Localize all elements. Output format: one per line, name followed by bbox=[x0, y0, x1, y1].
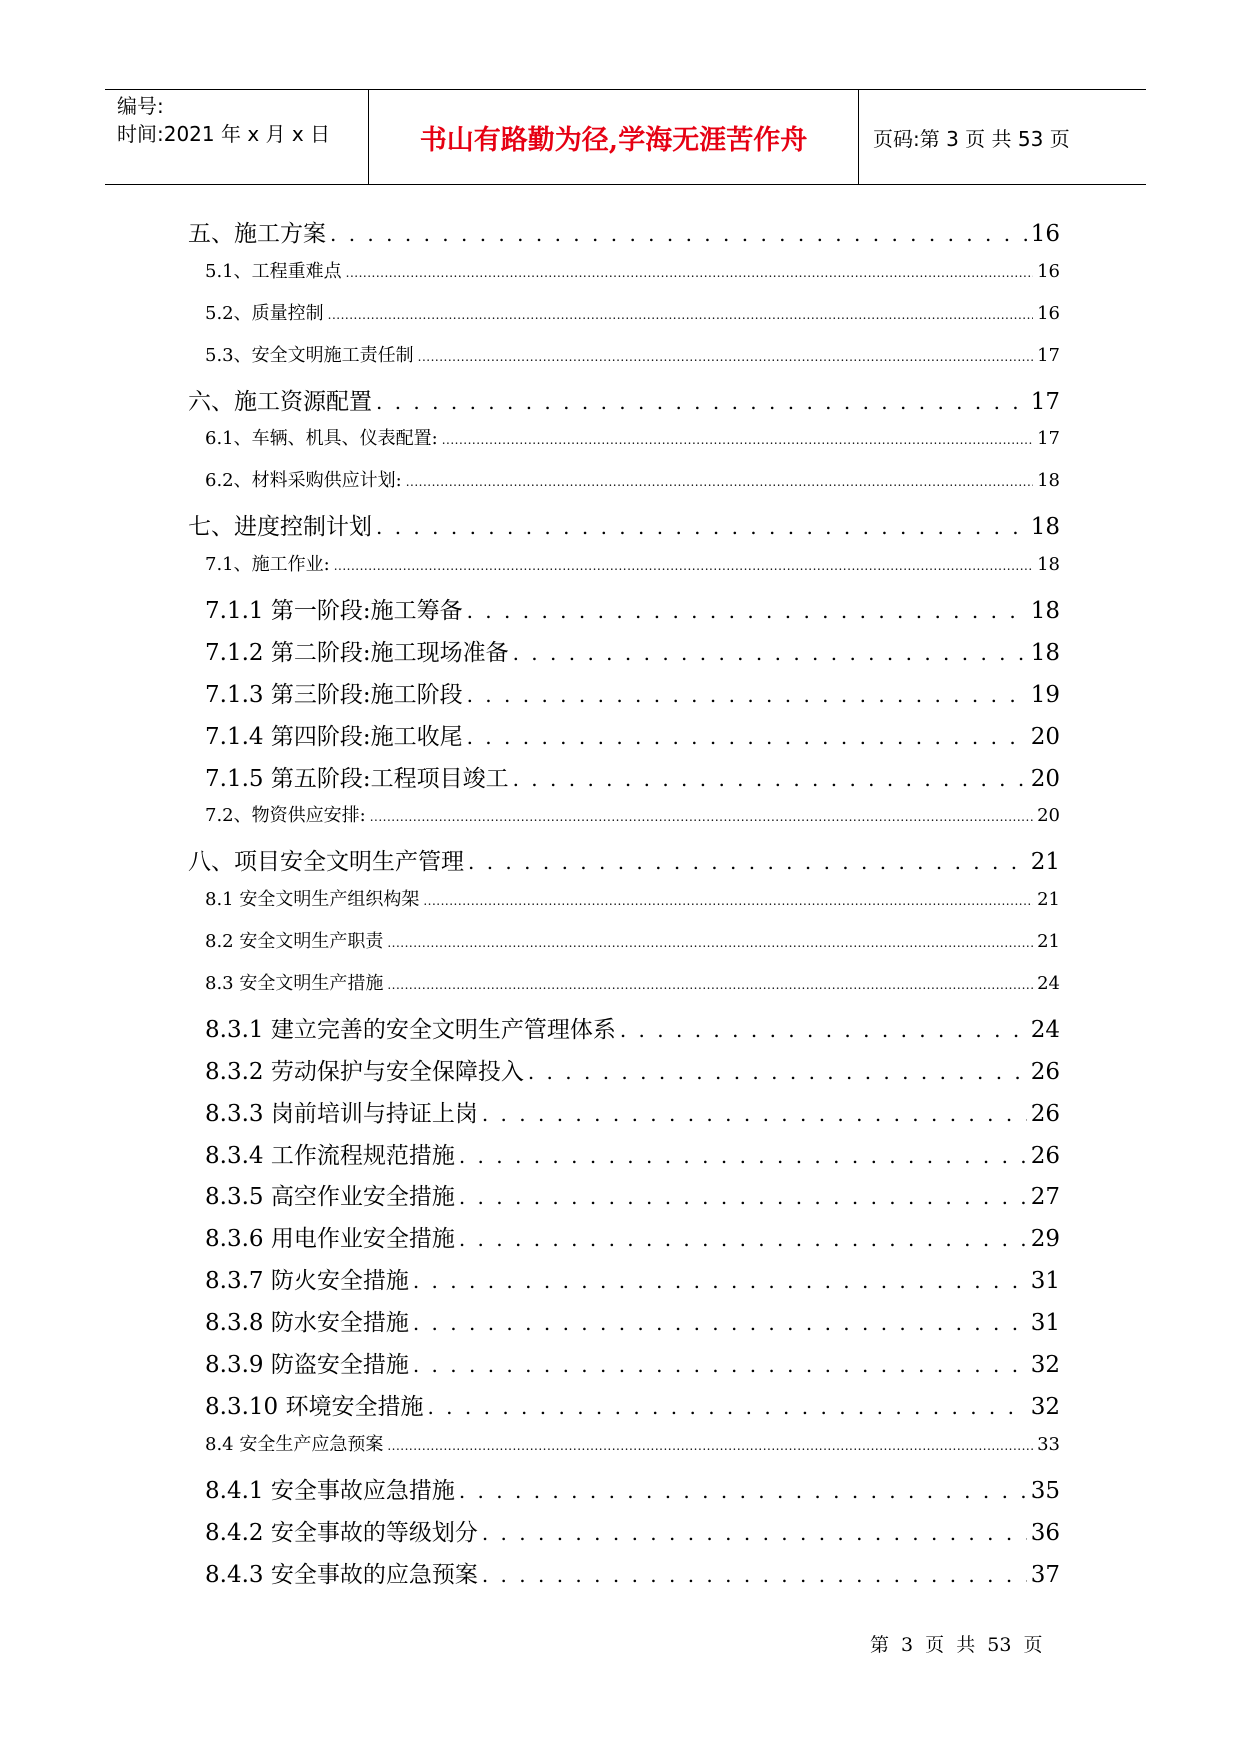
toc-leader-dots bbox=[459, 1184, 1027, 1210]
toc-leader-dots bbox=[468, 849, 1027, 875]
toc-leader-dots bbox=[528, 1059, 1027, 1085]
toc-entry-page: 18 bbox=[1037, 554, 1060, 576]
toc-leader-dots bbox=[328, 303, 1033, 324]
table-of-contents bbox=[188, 215, 1060, 1597]
toc-entry[interactable] bbox=[188, 383, 1060, 425]
toc-entry-title: 8.3.1 建立完善的安全文明生产管理体系 bbox=[205, 1016, 616, 1043]
header-motto: 书山有路勤为径,学海无涯苦作舟 bbox=[369, 90, 859, 184]
toc-entry-title: 7.1.2 第二阶段:施工现场准备 bbox=[205, 639, 509, 666]
toc-entry-title: 7.1.4 第四阶段:施工收尾 bbox=[205, 723, 463, 750]
toc-entry[interactable] bbox=[188, 1430, 1060, 1472]
toc-leader-dots bbox=[513, 640, 1027, 666]
toc-entry[interactable] bbox=[188, 927, 1060, 969]
toc-leader-dots bbox=[406, 470, 1033, 491]
toc-entry[interactable] bbox=[188, 1053, 1060, 1095]
toc-leader-dots bbox=[418, 345, 1033, 366]
toc-leader-dots bbox=[387, 931, 1033, 952]
toc-entry[interactable] bbox=[188, 592, 1060, 634]
toc-entry[interactable] bbox=[188, 466, 1060, 508]
toc-entry[interactable] bbox=[188, 341, 1060, 383]
toc-entry-page: 32 bbox=[1030, 1393, 1060, 1420]
toc-entry-title: 六、施工资源配置 bbox=[188, 388, 372, 415]
toc-leader-dots bbox=[413, 1310, 1027, 1336]
toc-entry-title: 8.1 安全文明生产组织构架 bbox=[205, 889, 420, 911]
toc-entry-page: 26 bbox=[1030, 1142, 1060, 1169]
toc-entry-title: 8.3.9 防盗安全措施 bbox=[205, 1352, 409, 1379]
toc-leader-dots bbox=[387, 1434, 1033, 1455]
toc-entry-page: 20 bbox=[1030, 765, 1060, 792]
toc-entry-title: 8.3.8 防水安全措施 bbox=[205, 1310, 409, 1337]
toc-entry[interactable] bbox=[188, 1346, 1060, 1388]
toc-entry[interactable] bbox=[188, 215, 1060, 257]
toc-leader-dots bbox=[459, 1226, 1027, 1252]
toc-entry-title: 7.1.5 第五阶段:工程项目竣工 bbox=[205, 765, 509, 792]
toc-leader-dots bbox=[482, 1520, 1027, 1546]
toc-entry-title: 5.2、质量控制 bbox=[205, 302, 324, 324]
toc-entry[interactable] bbox=[188, 1011, 1060, 1053]
page-header bbox=[105, 89, 1146, 185]
toc-entry-page: 37 bbox=[1030, 1561, 1060, 1588]
toc-entry[interactable] bbox=[188, 299, 1060, 341]
toc-entry-title: 8.3.5 高空作业安全措施 bbox=[205, 1184, 455, 1211]
toc-entry[interactable] bbox=[188, 1178, 1060, 1220]
toc-leader-dots bbox=[482, 1101, 1027, 1127]
toc-entry[interactable] bbox=[188, 1262, 1060, 1304]
toc-entry-page: 27 bbox=[1030, 1184, 1060, 1211]
toc-entry-page: 18 bbox=[1030, 598, 1060, 625]
toc-entry-title: 8.3.7 防火安全措施 bbox=[205, 1268, 409, 1295]
toc-leader-dots bbox=[413, 1352, 1027, 1378]
toc-leader-dots bbox=[376, 389, 1027, 415]
toc-leader-dots bbox=[413, 1268, 1027, 1294]
toc-entry-page: 35 bbox=[1030, 1477, 1060, 1504]
toc-entry-page: 32 bbox=[1030, 1352, 1060, 1379]
toc-entry-title: 7.1.3 第三阶段:施工阶段 bbox=[205, 681, 463, 708]
toc-leader-dots bbox=[467, 682, 1027, 708]
toc-entry-page: 26 bbox=[1030, 1058, 1060, 1085]
toc-entry-title: 7.1、施工作业: bbox=[205, 554, 330, 576]
toc-entry[interactable] bbox=[188, 843, 1060, 885]
toc-entry-page: 16 bbox=[1030, 221, 1060, 247]
toc-entry-page: 16 bbox=[1037, 260, 1060, 282]
toc-entry-page: 21 bbox=[1037, 889, 1060, 911]
toc-entry-title: 8.3.10 环境安全措施 bbox=[205, 1393, 424, 1420]
toc-entry[interactable] bbox=[188, 801, 1060, 843]
toc-leader-dots bbox=[467, 598, 1027, 624]
toc-leader-dots bbox=[330, 221, 1027, 247]
toc-entry[interactable] bbox=[188, 424, 1060, 466]
toc-entry-title: 8.4.2 安全事故的等级划分 bbox=[205, 1519, 478, 1546]
toc-entry-title: 7.1.1 第一阶段:施工筹备 bbox=[205, 598, 463, 625]
toc-leader-dots bbox=[423, 889, 1033, 910]
document-time: 时间:2021 年 x 月 x 日 bbox=[117, 122, 331, 146]
toc-entry[interactable] bbox=[188, 718, 1060, 760]
toc-entry-title: 6.2、材料采购供应计划: bbox=[205, 470, 402, 492]
toc-entry-title: 8.3.6 用电作业安全措施 bbox=[205, 1226, 455, 1253]
toc-entry-title: 5.3、安全文明施工责任制 bbox=[205, 344, 414, 366]
toc-entry[interactable] bbox=[188, 1095, 1060, 1137]
header-meta bbox=[105, 90, 369, 184]
toc-entry-title: 七、进度控制计划 bbox=[188, 514, 372, 541]
toc-entry-title: 8.3 安全文明生产措施 bbox=[205, 973, 384, 995]
toc-entry-page: 24 bbox=[1030, 1016, 1060, 1043]
toc-entry-title: 6.1、车辆、机具、仪表配置: bbox=[205, 428, 438, 450]
toc-entry-page: 26 bbox=[1030, 1100, 1060, 1127]
toc-entry[interactable] bbox=[188, 1472, 1060, 1514]
toc-entry-page: 18 bbox=[1037, 470, 1060, 492]
toc-entry-title: 8.4.3 安全事故的应急预案 bbox=[205, 1561, 478, 1588]
toc-entry[interactable] bbox=[188, 885, 1060, 927]
toc-entry[interactable] bbox=[188, 969, 1060, 1011]
toc-leader-dots bbox=[387, 973, 1033, 994]
toc-leader-dots bbox=[467, 724, 1027, 750]
toc-entry-page: 21 bbox=[1030, 849, 1060, 876]
toc-entry[interactable] bbox=[188, 1514, 1060, 1556]
toc-entry[interactable] bbox=[188, 1220, 1060, 1262]
toc-entry-page: 20 bbox=[1030, 723, 1060, 750]
toc-entry[interactable] bbox=[188, 1556, 1060, 1598]
toc-entry-page: 33 bbox=[1037, 1433, 1060, 1455]
toc-leader-dots bbox=[459, 1478, 1027, 1504]
toc-entry-page: 18 bbox=[1030, 639, 1060, 666]
toc-entry-title: 8.2 安全文明生产职责 bbox=[205, 931, 384, 953]
toc-leader-dots bbox=[459, 1143, 1027, 1169]
toc-leader-dots bbox=[334, 554, 1033, 575]
toc-entry-title: 8.4.1 安全事故应急措施 bbox=[205, 1477, 455, 1504]
toc-entry[interactable] bbox=[188, 257, 1060, 299]
toc-leader-dots bbox=[370, 805, 1033, 826]
toc-entry-page: 19 bbox=[1030, 681, 1060, 708]
toc-entry-page: 24 bbox=[1037, 973, 1060, 995]
toc-entry[interactable] bbox=[188, 676, 1060, 718]
toc-entry-title: 五、施工方案 bbox=[188, 221, 326, 247]
toc-entry-page: 17 bbox=[1037, 344, 1060, 366]
toc-entry-page: 21 bbox=[1037, 931, 1060, 953]
toc-entry-page: 17 bbox=[1037, 428, 1060, 450]
toc-entry-title: 8.3.3 岗前培训与持证上岗 bbox=[205, 1100, 478, 1127]
toc-entry-page: 36 bbox=[1030, 1519, 1060, 1546]
toc-entry[interactable] bbox=[188, 1304, 1060, 1346]
toc-entry[interactable] bbox=[188, 550, 1060, 592]
toc-entry[interactable] bbox=[188, 634, 1060, 676]
toc-leader-dots bbox=[620, 1017, 1027, 1043]
header-page-code: 页码:第 3 页 共 53 页 bbox=[873, 126, 1070, 151]
toc-entry-title: 8.4 安全生产应急预案 bbox=[205, 1433, 384, 1455]
toc-entry-title: 8.3.4 工作流程规范措施 bbox=[205, 1142, 455, 1169]
toc-entry[interactable] bbox=[188, 508, 1060, 550]
page-footer: 第 3 页 共 53 页 bbox=[870, 1634, 1043, 1656]
toc-leader-dots bbox=[442, 428, 1033, 449]
toc-entry-page: 31 bbox=[1030, 1268, 1060, 1295]
toc-entry-page: 18 bbox=[1030, 514, 1060, 541]
toc-leader-dots bbox=[346, 261, 1033, 282]
toc-leader-dots bbox=[513, 766, 1027, 792]
toc-entry-title: 5.1、工程重难点 bbox=[205, 260, 342, 282]
toc-leader-dots bbox=[427, 1394, 1026, 1420]
toc-entry-page: 29 bbox=[1030, 1226, 1060, 1253]
toc-entry[interactable] bbox=[188, 1137, 1060, 1179]
toc-entry-title: 八、项目安全文明生产管理 bbox=[188, 849, 464, 876]
toc-entry[interactable] bbox=[188, 760, 1060, 802]
toc-entry-title: 8.3.2 劳动保护与安全保障投入 bbox=[205, 1058, 524, 1085]
toc-entry[interactable] bbox=[188, 1388, 1060, 1430]
toc-entry-page: 17 bbox=[1030, 388, 1060, 415]
toc-entry-page: 16 bbox=[1037, 302, 1060, 324]
document-number-label: 编号: bbox=[117, 94, 164, 118]
toc-entry-page: 20 bbox=[1037, 805, 1060, 827]
toc-leader-dots bbox=[482, 1562, 1027, 1588]
toc-entry-page: 31 bbox=[1030, 1310, 1060, 1337]
toc-leader-dots bbox=[376, 514, 1027, 540]
toc-entry-title: 7.2、物资供应安排: bbox=[205, 805, 366, 827]
